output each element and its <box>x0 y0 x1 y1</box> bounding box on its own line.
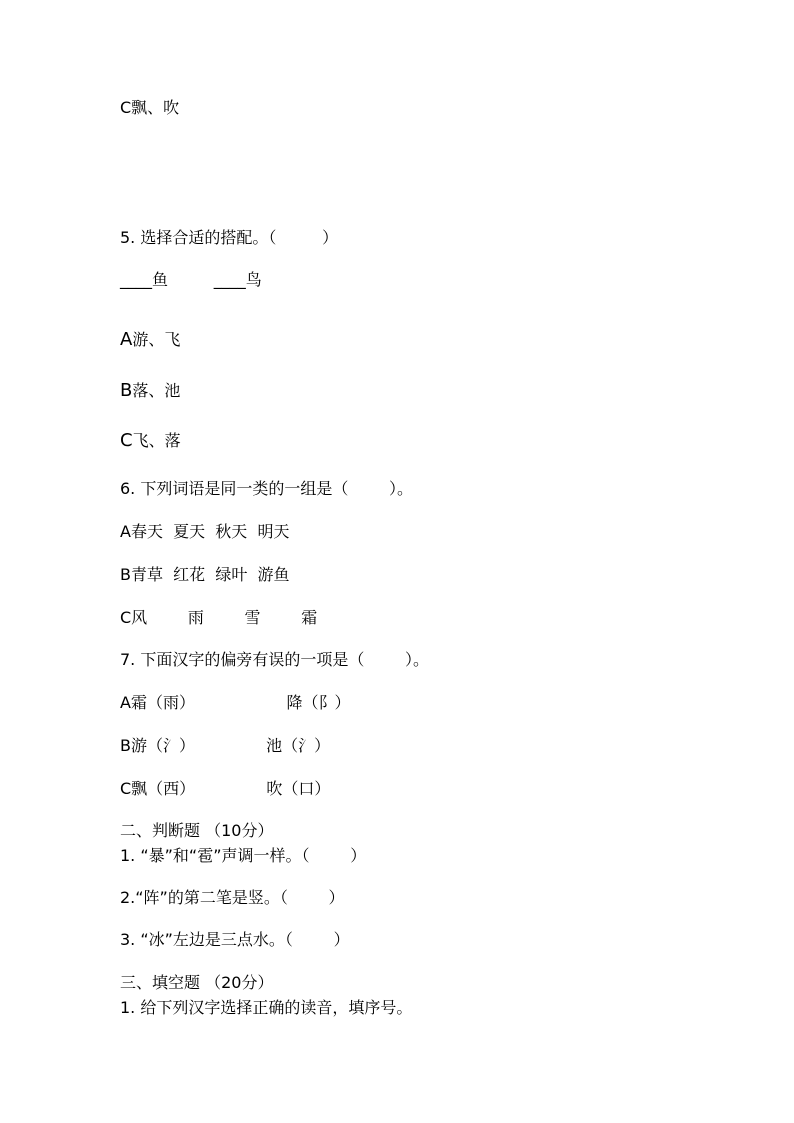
q5-option-a-text: 游、飞 <box>132 330 181 349</box>
q5-option-c <box>120 431 181 451</box>
section2-item-3: 3. “冰”左边是三点水。（ ） <box>120 930 350 949</box>
q7-option-b: B游（氵） 池（氵） <box>120 736 331 755</box>
section2-item-1: 1. “暴”和“雹”声调一样。（ ） <box>120 846 367 865</box>
q5-option-c-text: 飞、落 <box>132 431 181 450</box>
q7-option-c: C飘（西） 吹（口） <box>120 779 331 798</box>
q6-question: 6. 下列词语是同一类的一组是（ ）。 <box>120 479 414 498</box>
q5-option-b-letter: B <box>120 380 133 401</box>
q5-question: 5. 选择合适的搭配。（ ） <box>120 228 339 247</box>
q6-option-c: C风 雨 雪 霜 <box>120 608 318 627</box>
q5-option-c-letter: C <box>120 430 133 451</box>
q5-option-b-text: 落、池 <box>132 381 181 400</box>
q5-option-a-letter: A <box>120 329 133 350</box>
section3-heading: 三、填空题 （20分） <box>120 973 274 992</box>
q5-option-b <box>120 381 180 401</box>
q4-option-c: C飘、吹 <box>120 98 180 117</box>
q6-option-a: A春天 夏天 秋天 明天 <box>120 522 290 541</box>
q6-option-b: B青草 红花 绿叶 游鱼 <box>120 565 290 584</box>
q5-option-a <box>120 330 180 350</box>
q7-option-a: A霜（雨） 降（阝） <box>120 693 351 712</box>
section3-item-1: 1. 给下列汉字选择正确的读音，填序号。 <box>120 998 413 1017</box>
q7-question: 7. 下面汉字的偏旁有误的一项是（ ）。 <box>120 650 430 669</box>
section2-item-2: 2.“阵”的第二笔是竖。（ ） <box>120 888 345 907</box>
section2-heading: 二、判断题 （10分） <box>120 821 274 840</box>
q5-blanks-line: ____鱼 ____鸟 <box>120 270 262 289</box>
